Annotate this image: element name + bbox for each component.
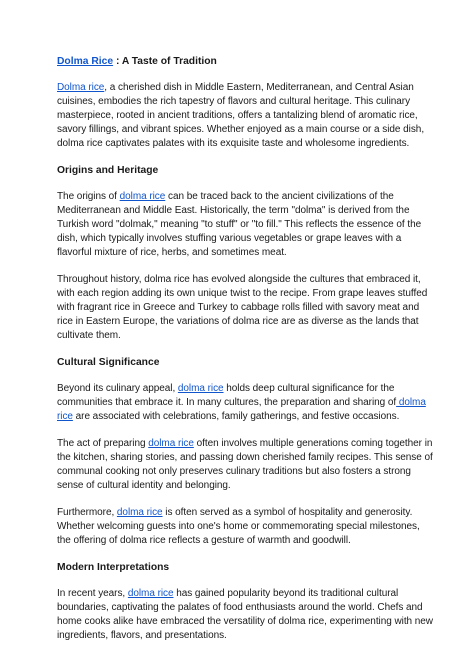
cultural-paragraph-2 bbox=[57, 437, 434, 493]
cultural-heading: Cultural Significance bbox=[57, 357, 160, 368]
title-suffix: : A Taste of Tradition bbox=[113, 56, 217, 67]
cultural-p1-text-middle: holds deep cultural significance for the communities that embrace it. In many cultures, the preparation and sharing of bbox=[57, 383, 397, 408]
modern-p1-text-after: has gained popularity beyond its traditional cultural boundaries, captivating the palates of food enthusiasts around the world. Chefs and home cooks alike have embraced the versatility of dolma rice, experimenting with new ingredients, flavors, and presentations. bbox=[57, 588, 433, 641]
cultural-p2-text-after: often involves multiple generations coming together in the kitchen, sharing stories, and passing down cherished family recipes. This sense of communal cooking not only preserves culinary traditions but also fosters a strong sense of cultural identity and belonging. bbox=[57, 438, 433, 491]
modern-p1-link[interactable]: dolma rice bbox=[127, 588, 174, 599]
origins-p1-link[interactable]: dolma rice bbox=[119, 191, 166, 202]
origins-paragraph-1 bbox=[57, 190, 434, 260]
origins-paragraph-2: Throughout history, dolma rice has evolved alongside the cultures that embraced it, with each region adding its own unique twist to the recipe. From grape leaves stuffed with fragrant rice in Greece and Turkey to cabbage rolls filled with savory meat and rice in Eastern Europe, the variations of dolma rice are as diverse as the lands that cultivate them. bbox=[57, 274, 428, 341]
cultural-p3-text-before: Furthermore, bbox=[57, 507, 117, 518]
origins-heading: Origins and Heritage bbox=[57, 165, 159, 176]
modern-heading: Modern Interpretations bbox=[57, 562, 170, 573]
cultural-paragraph-3 bbox=[57, 506, 434, 548]
modern-p1-text-before: In recent years, bbox=[57, 588, 128, 599]
cultural-p1-link[interactable]: dolma rice bbox=[177, 383, 224, 394]
title-link[interactable]: Dolma Rice bbox=[57, 56, 114, 67]
cultural-p2-text-before: The act of preparing bbox=[57, 438, 149, 449]
cultural-p2-link[interactable]: dolma rice bbox=[148, 438, 194, 449]
cultural-paragraph-1 bbox=[57, 382, 434, 424]
cultural-p1-text-after: are associated with celebrations, family gatherings, and festive occasions. bbox=[72, 411, 400, 422]
origins-p1-text-before: The origins of bbox=[57, 191, 120, 202]
modern-paragraph-1 bbox=[57, 587, 434, 643]
intro-text: , a cherished dish in Middle Eastern, Mediterranean, and Central Asian cuisines, embodies the rich tapestry of flavors and cultural heritage. This culinary masterpiece, rooted in ancient traditions, offers a tantalizing blend of aromatic rice, savory fillings, and vibrant spices. Whether enjoyed as a main course or a side dish, dolma rice captivates palates with its exquisite taste and wholesome ingredients. bbox=[57, 82, 425, 149]
cultural-p3-link[interactable]: dolma rice bbox=[116, 507, 163, 518]
intro-paragraph bbox=[57, 81, 434, 151]
cultural-p1-text-before: Beyond its culinary appeal, bbox=[57, 383, 178, 394]
intro-link[interactable]: Dolma rice bbox=[57, 82, 105, 93]
cultural-p3-text-after: is often served as a symbol of hospitality and generosity. Whether welcoming guests into one's home or commemorating special milestones, the offering of dolma rice reflects a gesture of warmth and goodwill. bbox=[57, 507, 420, 546]
cultural-p1-link-2[interactable]: dolma rice bbox=[57, 397, 426, 422]
origins-p1-text-after: can be traced back to the ancient civilizations of the Mediterranean and Middle East. Historically, the term "dolma" is derived from the Turkish word "dolmak," meaning "to stuff" or "to fill." This reflects the essence of the dish, which typically involves stuffing various vegetables or grape leaves with a flavorful mixture of rice, herbs, and sometimes meat. bbox=[57, 191, 422, 258]
document-title bbox=[57, 55, 434, 68]
